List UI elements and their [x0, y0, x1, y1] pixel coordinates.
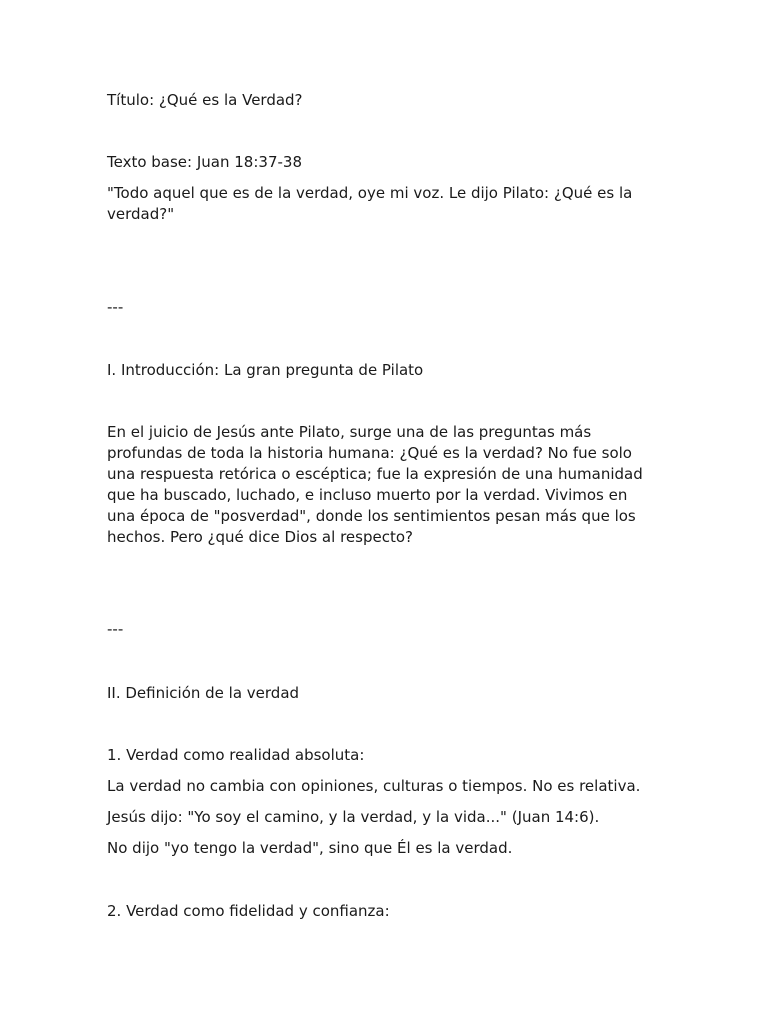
point-heading-absolute-truth: 1. Verdad como realidad absoluta:: [107, 746, 365, 764]
separator: ---: [107, 620, 124, 638]
base-text-reference: Texto base: Juan 18:37-38: [107, 153, 302, 171]
introduction-paragraph: En el juicio de Jesús ante Pilato, surge una de las preguntas más profundas de toda la historia humana: ¿Qué es la verdad? No fue solo una respuesta retórica o escéptica; fue la expresión de una humanidad que ha buscado, luchado, e incluso muerto por la verdad. Vivimos en una época de "posverdad", donde los sentimientos pesan más que los hechos. Pero ¿qué dice Dios al respecto?: [107, 423, 643, 546]
base-text-quote: "Todo aquel que es de la verdad, oye mi voz. Le dijo Pilato: ¿Qué es la verdad?": [107, 184, 633, 223]
point-text-line: Jesús dijo: "Yo soy el camino, y la verdad, y la vida..." (Juan 14:6).: [107, 808, 600, 826]
point-text-line: La verdad no cambia con opiniones, culturas o tiempos. No es relativa.: [107, 777, 641, 795]
section-heading-definition: II. Definición de la verdad: [107, 684, 300, 702]
section-heading-introduction: I. Introducción: La gran pregunta de Pilato: [107, 361, 424, 379]
separator: ---: [107, 298, 124, 316]
point-text-line: No dijo "yo tengo la verdad", sino que Él es la verdad.: [107, 839, 513, 857]
point-heading-faithfulness: 2. Verdad como fidelidad y confianza:: [107, 902, 390, 920]
sermon-title: Título: ¿Qué es la Verdad?: [107, 91, 303, 109]
